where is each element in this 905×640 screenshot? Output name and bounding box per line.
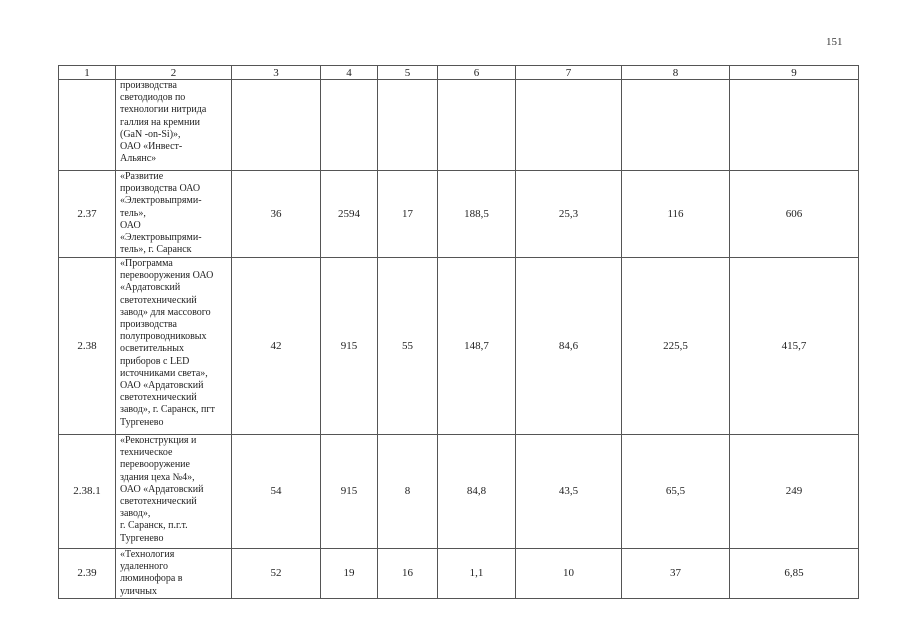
table-row	[59, 435, 859, 549]
cell-col8: 37	[622, 549, 730, 599]
table-row	[59, 171, 859, 258]
cell-col9	[730, 80, 859, 171]
cell-col4: 2594	[321, 171, 378, 258]
cell-col3	[232, 80, 321, 171]
project-name: «Реконструкция и техническое перевооружение здания цеха №4», ОАО «Ардатовский светотехнический завод», г. Саранск, п.г.т. Тургенево	[116, 435, 232, 549]
cell-col8	[622, 80, 730, 171]
cell-col6: 84,8	[438, 435, 516, 549]
cell-col5: 55	[378, 258, 438, 435]
header-row	[59, 66, 859, 80]
header-cell-3: 3	[232, 66, 321, 80]
cell-col4: 915	[321, 258, 378, 435]
header-cell-5: 5	[378, 66, 438, 80]
cell-col7: 84,6	[516, 258, 622, 435]
header-cell-1: 1	[59, 66, 116, 80]
row-id: 2.37	[59, 171, 116, 258]
cell-col7: 43,5	[516, 435, 622, 549]
cell-col3: 52	[232, 549, 321, 599]
cell-col7	[516, 80, 622, 171]
cell-col6	[438, 80, 516, 171]
cell-col6: 188,5	[438, 171, 516, 258]
project-name: «Развитие производства ОАО «Электровыпрями- тель», ОАО «Электровыпрями- тель», г. Саранск	[116, 171, 232, 258]
header-cell-2: 2	[116, 66, 232, 80]
table-row	[59, 258, 859, 435]
table-row	[59, 80, 859, 171]
cell-col6: 148,7	[438, 258, 516, 435]
page-number: 151	[826, 36, 843, 48]
cell-col4: 19	[321, 549, 378, 599]
header-cell-7: 7	[516, 66, 622, 80]
cell-col7: 10	[516, 549, 622, 599]
cell-col3: 42	[232, 258, 321, 435]
cell-col3: 36	[232, 171, 321, 258]
cell-col9: 249	[730, 435, 859, 549]
cell-col8: 116	[622, 171, 730, 258]
cell-col7: 25,3	[516, 171, 622, 258]
header-cell-4: 4	[321, 66, 378, 80]
cell-col5: 8	[378, 435, 438, 549]
cell-col9: 6,85	[730, 549, 859, 599]
project-name: «Программа перевооружения ОАО «Ардатовский светотехнический завод» для массового производства полупроводниковых осветительных приборов с LED источниками света», ОАО «Ардатовский светотехнический завод», г. Саранск, пгт Тургенево	[116, 258, 232, 435]
cell-col4	[321, 80, 378, 171]
row-id: 2.39	[59, 549, 116, 599]
project-name: «Технология удаленного люминофора в уличных	[116, 549, 232, 599]
row-id	[59, 80, 116, 171]
header-cell-9: 9	[730, 66, 859, 80]
cell-col6: 1,1	[438, 549, 516, 599]
cell-col9: 606	[730, 171, 859, 258]
cell-col5: 16	[378, 549, 438, 599]
project-name: производства светодиодов по технологии нитрида галлия на кремнии (GaN -on-Si)», ОАО «Инвест- Альянс»	[116, 80, 232, 171]
header-cell-8: 8	[622, 66, 730, 80]
cell-col4: 915	[321, 435, 378, 549]
cell-col3: 54	[232, 435, 321, 549]
row-id: 2.38.1	[59, 435, 116, 549]
table-row	[59, 549, 859, 599]
cell-col5	[378, 80, 438, 171]
cell-col8: 225,5	[622, 258, 730, 435]
row-id: 2.38	[59, 258, 116, 435]
cell-col9: 415,7	[730, 258, 859, 435]
header-cell-6: 6	[438, 66, 516, 80]
data-table	[58, 65, 859, 599]
cell-col8: 65,5	[622, 435, 730, 549]
cell-col5: 17	[378, 171, 438, 258]
